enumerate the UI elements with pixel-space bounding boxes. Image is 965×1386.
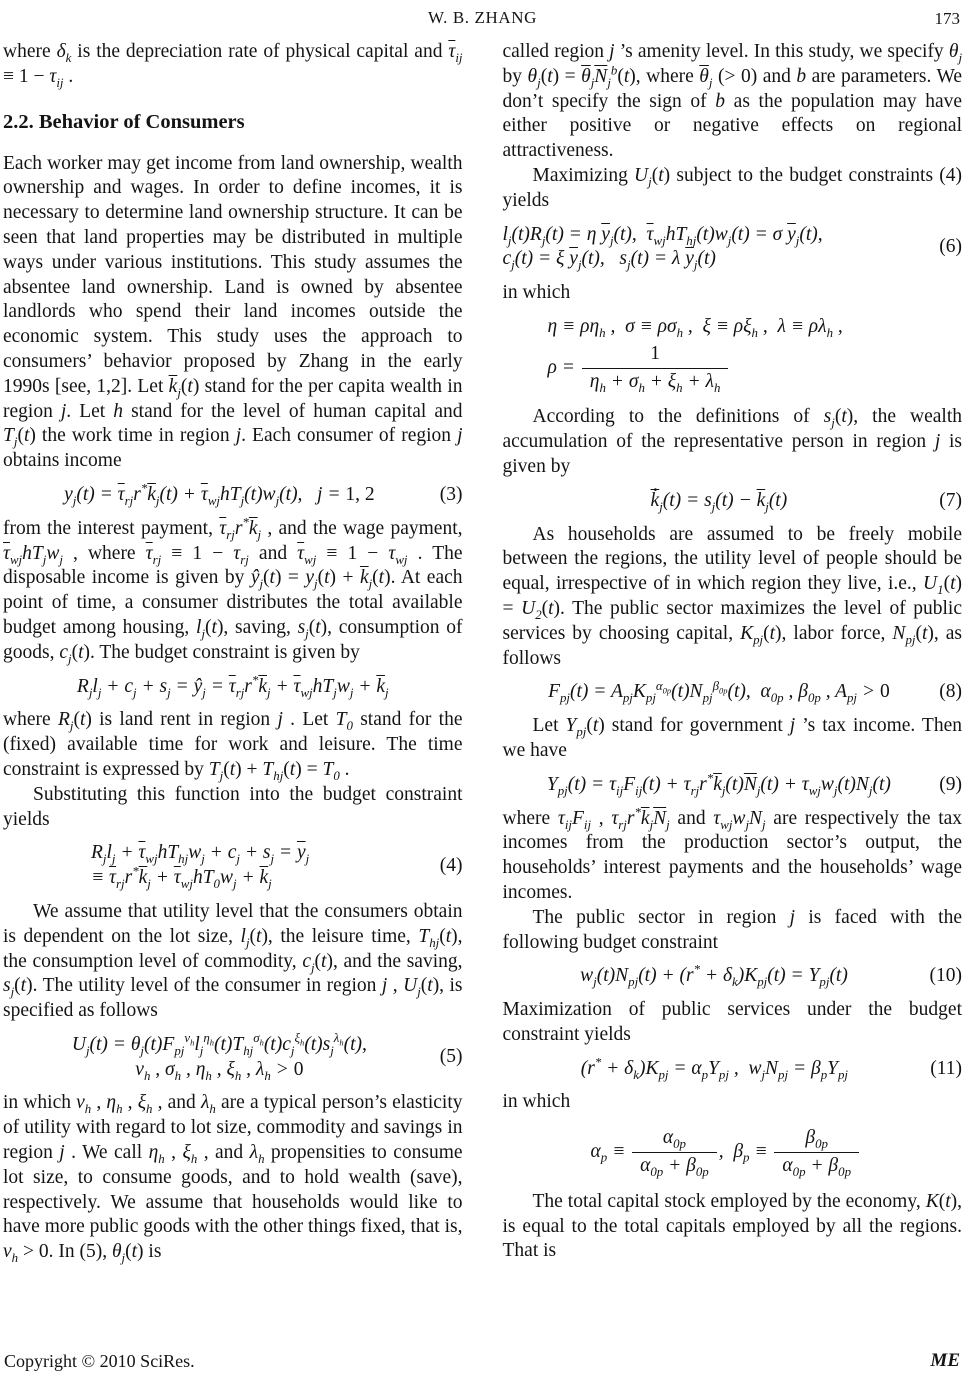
equation-10-body: $w_j(t)N_{pj}(t) + (r^* + \delta_k)K_{pj}(t) = Y_{pj}(t)$ xyxy=(580,962,848,990)
equation-budget-constraint-body: $R_jl_j + c_j + s_j$ = $ŷ_j = \overline{\tau}_{rj}r^*\overline{k}_j + \overline{\tau}_{wj}hT_jw_j + \overline{k}_j$ xyxy=(76,673,389,700)
equation-3 xyxy=(3,483,463,508)
equation-11-body: $(r^* + \delta_k)K_{pj} = \alpha_pY_{pj}$ , $w_jN_{pj} = \beta_pY_{pj}$ xyxy=(580,1055,848,1082)
page-header xyxy=(0,8,965,32)
equation-4 xyxy=(3,841,463,891)
right-column xyxy=(503,40,963,1265)
equation-9 xyxy=(503,773,963,798)
para-mobile-households: As households are assumed to be freely mobile between the regions, the utility level of people should be equal, irrespective of in which region they live, i.e., $U_1(t) = U_2(t)$. The public sector maximizes the level of public services by choosing capital, $K_{pj}(t)$, labor force, $N_{pj}(t)$, as follows xyxy=(502,523,963,669)
equation-5-body: $U_j(t) = \theta_j(t)F_{pj}^{v_h}l_j^{\eta_h}(t)T_{hj}^{\sigma_h}(t)c_j^{\xi_h}(t)s_j^{\lambda_h}(t)$, $v_h$ , $\sigma_h$ , $\eta_h$ , $\xi_h$ , $\lambda_h > 0$ xyxy=(71,1031,367,1083)
left-column xyxy=(3,40,463,1265)
para-interest-and-wage: from the interest payment, $\overline{\tau}_{rj}r^*\overline{k}_j$ , and the wage payment, $\overline{\tau}_{wj}hT_jw_j$ , where $\overline{\tau}_{rj} \equiv 1 - \tau_{rj}$ and $\overline{\tau}_{wj} \equiv 1 - \tau_{wj}$ . The disposable income is given by $ŷ_j(t) = y_j(t) + \overline{k}_j(t)$. At each point of time, a consumer distributes the total available budget among housing, $l_j(t)$, saving, $s_j(t)$, consumption of goods, $c_j(t)$. The budget constraint is given by xyxy=(3,515,463,666)
equation-6-number: (6) xyxy=(939,235,962,257)
para-elasticities: in which $v_h$ , $\eta_h$ , $\xi_h$ , and $\lambda_h$ are a typical person’s elasticity of utility with regard to lot size, commodity and savings in region j . We call $\eta_h$ , $\xi_h$ , and $\lambda_h$ propensities to consume lot size, to consume goods, and to hold wealth (save), respectively. We assume that households would like to have more public goods with the other things fixed, that is, $v_h > 0$. In (5), $\theta_j(t)$ is xyxy=(3,1092,463,1266)
equation-8 xyxy=(503,680,963,705)
para-wealth-accumulation: According to the definitions of $s_j(t)$, the wealth accumulation of the representative person in region j is given by xyxy=(502,406,962,477)
para-maximizing: Maximizing $U_j(t)$ subject to the budget constraints (4) yields xyxy=(502,164,962,211)
para-consumer-income: Each worker may get income from land ownership, wealth ownership and wages. In order to define incomes, it is necessary to determine land ownership structure. It can be seen that land properties may be distributed in multiple ways under various institutions. This study assumes the absentee land ownership. Land is owned by absentee landlords who spend their land incomes outside the economic system. This study uses the approach to consumers’ behavior proposed by Zhang in the early 1990s [see, 1,2]. Let $\overline{k}_j(t)$ stand for the per capita wealth in region j. Let h stand for the level of human capital and $T_j(t)$ the work time in region j. Each consumer of region j obtains income xyxy=(3,152,463,472)
para-maximization: Maximization of public services under the budget constraint yields xyxy=(502,999,962,1045)
equation-4-number: (4) xyxy=(439,854,463,876)
para-in-which-2: in which xyxy=(502,1091,571,1113)
two-column-body xyxy=(3,40,962,1265)
equation-8-body: $F_{pj}(t) = A_{pj}K_{pj}^{\alpha_{0p}}(t)N_{pj}^{\beta_{0p}}(t)$, $\alpha_{0p}$ , $\beta_{0p}$ , $A_{pj} > 0$ xyxy=(548,678,890,706)
equation-8-number: (8) xyxy=(939,681,962,703)
equation-9-number: (9) xyxy=(939,773,962,795)
para-substituting: Substituting this function into the budget constraint yields xyxy=(3,783,463,830)
equation-alpha-beta-body: $\alpha_p$ ≡ $\frac{\alpha_{0p}}{\alpha_{0p} + \beta_{0p}}$ , $\beta_p$ ≡ $\frac{\beta_{0p}}{\alpha_{0p} + \beta_{0p}}$ xyxy=(503,1124,963,1181)
equation-3-body: $y_j(t) = \overline{\tau}_{rj}r^*\overline{k}_j(t) + \overline{\tau}_{wj}hT_j(t)w_j(t)$, j = 1, 2 xyxy=(64,481,375,508)
para-in-which-1: in which xyxy=(502,282,571,304)
copyright-notice: Copyright © 2010 SciRes. xyxy=(4,1351,195,1371)
section-heading-behavior-of-consumers: 2.2. Behavior of Consumers xyxy=(3,110,245,133)
para-government-tax-income: Let $Y_{pj}(t)$ stand for government j ’s tax income. Then we have xyxy=(502,715,962,761)
equation-4-body: $R_jl_j + \overline{\tau}_{wj}hT_{hj}w_j + c_j + s_j = \overline{y}_j$ ≡ $\overline{\tau}_{rj}r^*\overline{k}_j + \overline{\tau}_{wj}hT_0w_j + \overline{k}_j$ xyxy=(91,842,310,891)
page-footer xyxy=(4,1348,961,1372)
para-public-sector-budget: The public sector in region j is faced with the following budget constraint xyxy=(502,906,962,953)
para-depreciation-continuation: where $\delta_k$ is the depreciation rate of physical capital and $\overline{\tau}_{ij} \equiv 1 - \tau_{ij}$ . xyxy=(3,41,463,90)
equation-7 xyxy=(503,489,963,514)
equation-eta-sigma-xi-lambda-body: $\eta \equiv \rho\eta_h$ , $\sigma \equiv \rho\sigma_h$ , $\xi \equiv \rho\xi_h$ , $\lambda \equiv \rho\lambda_h$ , ρ = $\frac{1}{\eta_h + \sigma_h + \xi_h + \lambda_h}$ xyxy=(547,315,843,395)
equation-budget-constraint xyxy=(3,675,463,700)
equation-11 xyxy=(503,1057,963,1082)
equation-eta-sigma-xi-lambda xyxy=(503,315,963,396)
equation-7-number: (7) xyxy=(939,489,962,511)
para-tax-incomes: where $\tau_{ij}F_{ij}$ , $\tau_{rj}r^*\overline{k}_j\overline{N}_j$ and $\tau_{wj}w_jN_j$ are respectively the tax incomes from the production sector’s output, the households’ interest payments and the households’ wage incomes. xyxy=(502,805,963,903)
para-amenity-level: called region j ’s amenity level. In this study, we specify $\theta_j$ by $\theta_j(t) = \overline{\theta}_j\overline{N}_j^b(t)$, where $\overline{\theta}_j$ (> 0) and b are parameters. We don’t specify the sign of b as the population may have either positive or negative effects on regional attractiveness. xyxy=(502,41,963,162)
equation-6 xyxy=(503,223,963,273)
equation-7-body: $\overline{k} \cdot_j(t) = s_j(t) - \overline{k}_j(t)$ xyxy=(503,489,936,514)
equation-10-number: (10) xyxy=(929,965,962,987)
equation-5 xyxy=(3,1033,463,1083)
equation-alpha-beta xyxy=(503,1124,963,1181)
equation-3-number: (3) xyxy=(439,483,463,505)
journal-code: ME xyxy=(930,1350,960,1371)
equation-9-body: $Y_{pj}(t) = \tau_{ij}F_{ij}(t) + \tau_{rj}r^*\overline{k}_j(t)\overline{N}_j(t) + \tau_{wj}w_j(t)N_j(t)$ xyxy=(546,771,891,798)
equation-11-number: (11) xyxy=(930,1057,962,1079)
para-total-capital: The total capital stock employed by the economy, K(t), is equal to the total capitals employed by all the regions. That is xyxy=(502,1190,962,1262)
page-number: 173 xyxy=(934,9,960,28)
para-land-rent: where $R_j(t)$ is land rent in region j . Let $T_0$ stand for the (fixed) available time for work and leisure. The time constraint is expressed by $T_j(t) + T_{hj}(t) = T_0$ . xyxy=(3,709,463,783)
equation-10 xyxy=(503,964,963,989)
equation-6-body: $l_j(t)R_j(t) = \eta$ $\overline{y}_j(t)$, $\overline{\tau}_{wj}hT_{hj}(t)w_j(t) = \sigma$ $\overline{y}_j(t)$, $c_j(t) = \xi$ $\overline{y}_j(t)$, $s_j(t) = \lambda$ $\overline{y}_j(t)$ xyxy=(502,223,823,273)
running-title: W. B. ZHANG xyxy=(428,8,537,27)
equation-5-number: (5) xyxy=(439,1046,463,1068)
para-utility-assumption: We assume that utility level that the consumers obtain is dependent on the lot size, $l_j(t)$, the leisure time, $T_{hj}(t)$, the consumption level of commodity, $c_j(t)$, and the saving, $s_j(t)$. The utility level of the consumer in region j , $U_j(t)$, is specified as follows xyxy=(3,900,463,1022)
